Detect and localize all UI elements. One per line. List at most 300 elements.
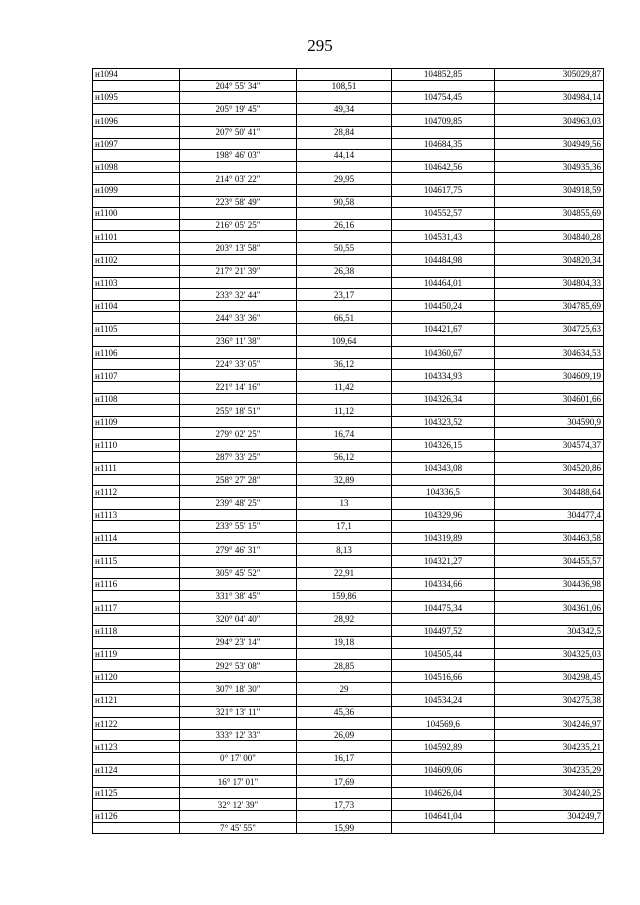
empty-cell xyxy=(180,277,297,289)
point-id: н1102 xyxy=(93,254,180,266)
coord-x: 104326,34 xyxy=(392,393,495,405)
point-row xyxy=(93,787,604,799)
coord-y: 304949,56 xyxy=(495,138,604,150)
segment-row xyxy=(93,196,604,208)
segment-row xyxy=(93,590,604,602)
empty-cell xyxy=(180,695,297,707)
segment-row xyxy=(93,683,604,695)
point-id: н1112 xyxy=(93,486,180,498)
coord-y: 304361,06 xyxy=(495,602,604,614)
point-row xyxy=(93,625,604,637)
segment-row xyxy=(93,358,604,370)
direction-angle: 331° 38' 45" xyxy=(180,590,297,602)
empty-cell xyxy=(392,822,495,834)
point-row xyxy=(93,463,604,475)
point-row xyxy=(93,393,604,405)
coord-y: 304785,69 xyxy=(495,300,604,312)
empty-cell xyxy=(180,764,297,776)
direction-angle: 203° 13' 58" xyxy=(180,242,297,254)
point-id: н1124 xyxy=(93,764,180,776)
segment-row xyxy=(93,474,604,486)
coord-x: 104343,08 xyxy=(392,463,495,475)
segment-row xyxy=(93,219,604,231)
empty-cell xyxy=(495,799,604,811)
coord-x: 104475,34 xyxy=(392,602,495,614)
segment-row xyxy=(93,405,604,417)
empty-cell xyxy=(180,161,297,173)
empty-cell xyxy=(180,416,297,428)
empty-cell xyxy=(392,312,495,324)
segment-length: 26,16 xyxy=(297,219,392,231)
empty-cell xyxy=(180,300,297,312)
segment-row xyxy=(93,428,604,440)
empty-cell xyxy=(495,289,604,301)
segment-length: 50,55 xyxy=(297,242,392,254)
segment-length: 36,12 xyxy=(297,358,392,370)
empty-cell xyxy=(495,753,604,765)
empty-cell xyxy=(495,683,604,695)
segment-row xyxy=(93,335,604,347)
empty-cell xyxy=(297,254,392,266)
segment-length: 22,91 xyxy=(297,567,392,579)
empty-cell xyxy=(392,683,495,695)
empty-cell xyxy=(93,266,180,278)
segment-row xyxy=(93,613,604,625)
direction-angle: 239° 48' 25" xyxy=(180,497,297,509)
empty-cell xyxy=(392,753,495,765)
point-row xyxy=(93,184,604,196)
point-id: н1105 xyxy=(93,324,180,336)
direction-angle: 307° 18' 30" xyxy=(180,683,297,695)
empty-cell xyxy=(93,753,180,765)
empty-cell xyxy=(93,497,180,509)
direction-angle: 244° 33' 36" xyxy=(180,312,297,324)
empty-cell xyxy=(93,335,180,347)
empty-cell xyxy=(495,126,604,138)
empty-cell xyxy=(93,80,180,92)
point-row xyxy=(93,69,604,81)
coord-y: 304436,98 xyxy=(495,579,604,591)
direction-angle: 320° 04' 40" xyxy=(180,613,297,625)
empty-cell xyxy=(297,671,392,683)
empty-cell xyxy=(297,509,392,521)
empty-cell xyxy=(495,428,604,440)
segment-length: 19,18 xyxy=(297,637,392,649)
coord-x: 104534,24 xyxy=(392,695,495,707)
empty-cell xyxy=(297,579,392,591)
point-row xyxy=(93,161,604,173)
point-id: н1111 xyxy=(93,463,180,475)
empty-cell xyxy=(392,590,495,602)
empty-cell xyxy=(392,660,495,672)
empty-cell xyxy=(392,451,495,463)
coord-y: 304855,69 xyxy=(495,208,604,220)
point-row xyxy=(93,718,604,730)
segment-row xyxy=(93,799,604,811)
empty-cell xyxy=(93,382,180,394)
empty-cell xyxy=(93,567,180,579)
empty-cell xyxy=(495,613,604,625)
empty-cell xyxy=(297,440,392,452)
point-row xyxy=(93,416,604,428)
empty-cell xyxy=(93,822,180,834)
empty-cell xyxy=(93,590,180,602)
empty-cell xyxy=(495,219,604,231)
segment-length: 49,34 xyxy=(297,103,392,115)
empty-cell xyxy=(180,393,297,405)
point-row xyxy=(93,370,604,382)
point-row xyxy=(93,138,604,150)
point-id: н1120 xyxy=(93,671,180,683)
empty-cell xyxy=(93,637,180,649)
point-id: н1094 xyxy=(93,69,180,81)
segment-row xyxy=(93,521,604,533)
segment-row xyxy=(93,451,604,463)
segment-row xyxy=(93,80,604,92)
coord-y: 304963,03 xyxy=(495,115,604,127)
empty-cell xyxy=(495,497,604,509)
coord-x: 104421,67 xyxy=(392,324,495,336)
empty-cell xyxy=(180,787,297,799)
coord-y: 304342,5 xyxy=(495,625,604,637)
empty-cell xyxy=(495,103,604,115)
direction-angle: 287° 33' 25" xyxy=(180,451,297,463)
point-row xyxy=(93,254,604,266)
point-row xyxy=(93,277,604,289)
empty-cell xyxy=(180,555,297,567)
coord-y: 304488,64 xyxy=(495,486,604,498)
empty-cell xyxy=(297,138,392,150)
empty-cell xyxy=(495,521,604,533)
coord-y: 304275,38 xyxy=(495,695,604,707)
empty-cell xyxy=(495,405,604,417)
segment-row xyxy=(93,289,604,301)
point-id: н1122 xyxy=(93,718,180,730)
coord-y: 304574,37 xyxy=(495,440,604,452)
empty-cell xyxy=(392,266,495,278)
empty-cell xyxy=(392,150,495,162)
segment-length: 11,42 xyxy=(297,382,392,394)
empty-cell xyxy=(297,393,392,405)
empty-cell xyxy=(297,208,392,220)
direction-angle: 16° 17' 01" xyxy=(180,776,297,788)
direction-angle: 233° 55' 15" xyxy=(180,521,297,533)
coord-y: 304455,57 xyxy=(495,555,604,567)
empty-cell xyxy=(297,486,392,498)
empty-cell xyxy=(392,544,495,556)
segment-length: 16,74 xyxy=(297,428,392,440)
segment-row xyxy=(93,637,604,649)
empty-cell xyxy=(93,150,180,162)
segment-row xyxy=(93,382,604,394)
coord-y: 304298,45 xyxy=(495,671,604,683)
direction-angle: 223° 58' 49" xyxy=(180,196,297,208)
coord-x: 104334,66 xyxy=(392,579,495,591)
point-id: н1118 xyxy=(93,625,180,637)
empty-cell xyxy=(93,544,180,556)
direction-angle: 221° 14' 16" xyxy=(180,382,297,394)
empty-cell xyxy=(495,173,604,185)
empty-cell xyxy=(93,613,180,625)
empty-cell xyxy=(392,335,495,347)
segment-length: 28,92 xyxy=(297,613,392,625)
empty-cell xyxy=(180,486,297,498)
coord-x: 104552,57 xyxy=(392,208,495,220)
empty-cell xyxy=(297,532,392,544)
direction-angle: 207° 50' 41" xyxy=(180,126,297,138)
empty-cell xyxy=(392,242,495,254)
empty-cell xyxy=(180,509,297,521)
point-id: н1104 xyxy=(93,300,180,312)
point-id: н1098 xyxy=(93,161,180,173)
point-row xyxy=(93,532,604,544)
coord-x: 104641,04 xyxy=(392,811,495,823)
point-row xyxy=(93,440,604,452)
coord-x: 104709,85 xyxy=(392,115,495,127)
point-id: н1095 xyxy=(93,92,180,104)
empty-cell xyxy=(180,92,297,104)
direction-angle: 216° 05' 25" xyxy=(180,219,297,231)
point-id: н1117 xyxy=(93,602,180,614)
empty-cell xyxy=(495,822,604,834)
empty-cell xyxy=(180,463,297,475)
point-id: н1106 xyxy=(93,347,180,359)
empty-cell xyxy=(93,706,180,718)
point-row xyxy=(93,671,604,683)
coord-y: 304609,19 xyxy=(495,370,604,382)
empty-cell xyxy=(392,103,495,115)
empty-cell xyxy=(180,532,297,544)
coord-y: 304325,03 xyxy=(495,648,604,660)
empty-cell xyxy=(297,764,392,776)
empty-cell xyxy=(297,324,392,336)
coord-y: 304918,59 xyxy=(495,184,604,196)
coord-x: 104321,27 xyxy=(392,555,495,567)
empty-cell xyxy=(180,69,297,81)
coord-x: 104484,98 xyxy=(392,254,495,266)
coord-x: 104360,67 xyxy=(392,347,495,359)
empty-cell xyxy=(495,590,604,602)
empty-cell xyxy=(495,474,604,486)
point-id: н1099 xyxy=(93,184,180,196)
empty-cell xyxy=(392,196,495,208)
empty-cell xyxy=(93,242,180,254)
direction-angle: 258° 27' 28" xyxy=(180,474,297,486)
empty-cell xyxy=(495,266,604,278)
point-row xyxy=(93,579,604,591)
point-id: н1107 xyxy=(93,370,180,382)
point-row xyxy=(93,115,604,127)
direction-angle: 224° 33' 05" xyxy=(180,358,297,370)
empty-cell xyxy=(297,69,392,81)
segment-length: 28,85 xyxy=(297,660,392,672)
coord-x: 104531,43 xyxy=(392,231,495,243)
empty-cell xyxy=(93,683,180,695)
coord-y: 304804,33 xyxy=(495,277,604,289)
empty-cell xyxy=(495,196,604,208)
point-row xyxy=(93,300,604,312)
point-id: н1116 xyxy=(93,579,180,591)
empty-cell xyxy=(180,811,297,823)
empty-cell xyxy=(392,80,495,92)
empty-cell xyxy=(180,602,297,614)
segment-length: 13 xyxy=(297,497,392,509)
coord-x: 104505,44 xyxy=(392,648,495,660)
point-id: н1115 xyxy=(93,555,180,567)
coord-x: 104592,89 xyxy=(392,741,495,753)
empty-cell xyxy=(297,811,392,823)
segment-length: 44,14 xyxy=(297,150,392,162)
coord-x: 104450,24 xyxy=(392,300,495,312)
coord-x: 104617,75 xyxy=(392,184,495,196)
empty-cell xyxy=(392,729,495,741)
point-id: н1113 xyxy=(93,509,180,521)
segment-row xyxy=(93,173,604,185)
direction-angle: 279° 02' 25" xyxy=(180,428,297,440)
segment-length: 29 xyxy=(297,683,392,695)
empty-cell xyxy=(495,80,604,92)
empty-cell xyxy=(93,312,180,324)
empty-cell xyxy=(180,254,297,266)
direction-angle: 214° 03' 22" xyxy=(180,173,297,185)
empty-cell xyxy=(297,602,392,614)
point-id: н1123 xyxy=(93,741,180,753)
coord-y: 305029,87 xyxy=(495,69,604,81)
empty-cell xyxy=(392,405,495,417)
direction-angle: 32° 12' 39" xyxy=(180,799,297,811)
segment-length: 26,09 xyxy=(297,729,392,741)
empty-cell xyxy=(297,625,392,637)
coord-y: 304601,66 xyxy=(495,393,604,405)
coord-x: 104319,89 xyxy=(392,532,495,544)
segment-row xyxy=(93,753,604,765)
coord-x: 104334,93 xyxy=(392,370,495,382)
coord-y: 304840,28 xyxy=(495,231,604,243)
coord-x: 104642,56 xyxy=(392,161,495,173)
point-id: н1119 xyxy=(93,648,180,660)
empty-cell xyxy=(495,776,604,788)
empty-cell xyxy=(392,799,495,811)
segment-length: 66,51 xyxy=(297,312,392,324)
direction-angle: 279° 46' 31" xyxy=(180,544,297,556)
segment-row xyxy=(93,266,604,278)
empty-cell xyxy=(180,625,297,637)
direction-angle: 217° 21' 39" xyxy=(180,266,297,278)
empty-cell xyxy=(180,741,297,753)
point-id: н1109 xyxy=(93,416,180,428)
empty-cell xyxy=(93,799,180,811)
empty-cell xyxy=(495,242,604,254)
empty-cell xyxy=(180,671,297,683)
segment-length: 108,51 xyxy=(297,80,392,92)
empty-cell xyxy=(392,358,495,370)
segment-length: 56,12 xyxy=(297,451,392,463)
empty-cell xyxy=(392,567,495,579)
coord-y: 304246,97 xyxy=(495,718,604,730)
segment-row xyxy=(93,544,604,556)
coord-y: 304820,34 xyxy=(495,254,604,266)
empty-cell xyxy=(392,428,495,440)
direction-angle: 292° 53' 08" xyxy=(180,660,297,672)
segment-row xyxy=(93,497,604,509)
empty-cell xyxy=(180,648,297,660)
point-id: н1097 xyxy=(93,138,180,150)
direction-angle: 321° 13' 11" xyxy=(180,706,297,718)
coord-x: 104323,52 xyxy=(392,416,495,428)
empty-cell xyxy=(93,776,180,788)
empty-cell xyxy=(297,555,392,567)
empty-cell xyxy=(93,103,180,115)
segment-length: 16,17 xyxy=(297,753,392,765)
coord-x: 104626,04 xyxy=(392,787,495,799)
empty-cell xyxy=(297,277,392,289)
empty-cell xyxy=(297,741,392,753)
segment-length: 8,13 xyxy=(297,544,392,556)
empty-cell xyxy=(495,567,604,579)
segment-length: 32,89 xyxy=(297,474,392,486)
coord-x: 104326,15 xyxy=(392,440,495,452)
empty-cell xyxy=(180,324,297,336)
segment-row xyxy=(93,567,604,579)
coord-y: 304477,4 xyxy=(495,509,604,521)
coord-x: 104464,01 xyxy=(392,277,495,289)
empty-cell xyxy=(392,126,495,138)
direction-angle: 233° 32' 44" xyxy=(180,289,297,301)
page-number: 295 xyxy=(307,36,333,55)
segment-row xyxy=(93,242,604,254)
empty-cell xyxy=(93,126,180,138)
point-row xyxy=(93,741,604,753)
segment-length: 17,69 xyxy=(297,776,392,788)
empty-cell xyxy=(392,289,495,301)
empty-cell xyxy=(93,428,180,440)
empty-cell xyxy=(93,289,180,301)
segment-length: 109,64 xyxy=(297,335,392,347)
segment-length: 26,38 xyxy=(297,266,392,278)
segment-row xyxy=(93,312,604,324)
direction-angle: 0° 17' 00" xyxy=(180,753,297,765)
coord-y: 304463,58 xyxy=(495,532,604,544)
coord-x: 104684,35 xyxy=(392,138,495,150)
empty-cell xyxy=(392,474,495,486)
empty-cell xyxy=(495,729,604,741)
point-row xyxy=(93,486,604,498)
coord-y: 304240,25 xyxy=(495,787,604,799)
empty-cell xyxy=(180,370,297,382)
point-row xyxy=(93,324,604,336)
point-row xyxy=(93,92,604,104)
coordinates-table xyxy=(92,68,604,834)
empty-cell xyxy=(180,718,297,730)
empty-cell xyxy=(392,219,495,231)
empty-cell xyxy=(93,173,180,185)
empty-cell xyxy=(297,300,392,312)
point-row xyxy=(93,648,604,660)
coord-x: 104336,5 xyxy=(392,486,495,498)
point-id: н1096 xyxy=(93,115,180,127)
coord-y: 304935,36 xyxy=(495,161,604,173)
empty-cell xyxy=(297,184,392,196)
empty-cell xyxy=(297,463,392,475)
point-id: н1108 xyxy=(93,393,180,405)
empty-cell xyxy=(495,544,604,556)
point-id: н1103 xyxy=(93,277,180,289)
empty-cell xyxy=(180,184,297,196)
point-row xyxy=(93,555,604,567)
point-id: н1101 xyxy=(93,231,180,243)
point-row xyxy=(93,231,604,243)
point-row xyxy=(93,811,604,823)
